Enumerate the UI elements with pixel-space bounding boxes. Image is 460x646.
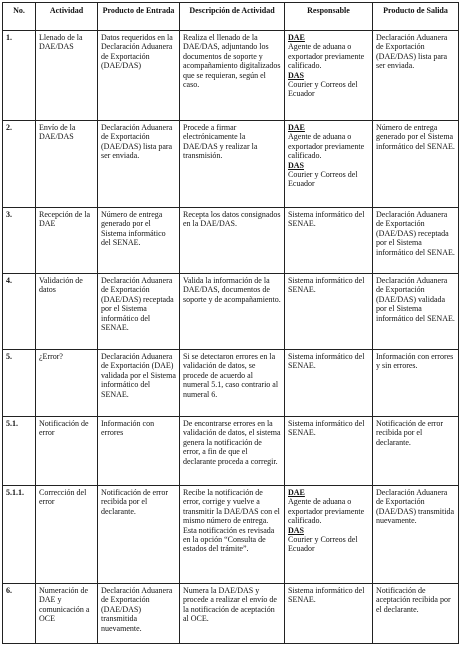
cell-descripcion: Si se detectaron errores en la validación de datos, se procede de acuerdo al numeral 5.1, caso contrario al numeral 6. (180, 350, 285, 417)
cell-actividad: ¿Error? (36, 350, 98, 417)
das-text: Courier y Correos del Ecuador (288, 80, 358, 99)
das-label: DAS (288, 525, 305, 535)
cell-responsable: Sistema informático del SENAE. (285, 417, 373, 486)
dae-label: DAE (288, 123, 305, 132)
cell-actividad: Numeración de DAE y comunicación a OCE (36, 584, 98, 644)
header-responsable: Responsable (285, 3, 373, 31)
header-producto-entrada: Producto de Entrada (98, 3, 180, 31)
cell-entrada: Declaración Aduanera de Exportación (DAE/DAS) lista para ser enviada. (98, 121, 180, 208)
dae-text: Agente de aduana o exportador previamente calificado. (288, 42, 365, 71)
table-row (3, 274, 459, 350)
table-row (3, 31, 459, 121)
header-descripcion: Descripción de Actividad (180, 3, 285, 31)
das-text: Courier y Correos del Ecuador (288, 170, 358, 189)
cell-actividad: Validación de datos (36, 274, 98, 350)
table-row (3, 208, 459, 274)
cell-actividad: Envío de la DAE/DAS (36, 121, 98, 208)
cell-no: 6. (3, 584, 36, 644)
header-row (3, 3, 459, 31)
cell-descripcion: Recibe la notificación de error, corrige y vuelve a transmitir la DAE/DAS con el mismo número de entrega. Esta notificación es revisada en la opción “Consulta de estados del trámite”. (180, 486, 285, 584)
cell-salida: Notificación de error recibida por el declarante. (373, 417, 459, 486)
cell-responsable: Sistema informático del SENAE. (285, 350, 373, 417)
cell-actividad: Llenado de la DAE/DAS (36, 31, 98, 121)
cell-descripcion: Valida la información de la DAE/DAS, documentos de soporte y de acompañamiento. (180, 274, 285, 350)
cell-salida: Declaración Aduanera de Exportación (DAE/DAS) transmitida nuevamente. (373, 486, 459, 584)
cell-responsable (285, 31, 373, 121)
das-text: Courier y Correos del Ecuador (288, 535, 358, 554)
cell-no: 5. (3, 350, 36, 417)
cell-salida: Número de entrega generado por el Sistema informático del SENAE. (373, 121, 459, 208)
cell-actividad: Corrección del error (36, 486, 98, 584)
cell-salida: Notificación de aceptación recibida por el declarante. (373, 584, 459, 644)
cell-salida: Información con errores y sin errores. (373, 350, 459, 417)
table-row (3, 584, 459, 644)
cell-responsable: Sistema informático del SENAE. (285, 584, 373, 644)
cell-salida: Declaración Aduanera de Exportación (DAE/DAS) lista para ser enviada. (373, 31, 459, 121)
cell-entrada: Declaración Aduanera de Exportación (DAE) validada por el Sistema informático del SENAE. (98, 350, 180, 417)
table-row (3, 350, 459, 417)
das-label: DAS (288, 70, 305, 80)
cell-no: 4. (3, 274, 36, 350)
cell-no: 3. (3, 208, 36, 274)
cell-no: 1. (3, 31, 36, 121)
cell-descripcion: Recepta los datos consignados en la DAE/DAS. (180, 208, 285, 274)
header-actividad: Actividad (36, 3, 98, 31)
cell-entrada: Datos requeridos en la Declaración Aduanera de Exportación (DAE/DAS) (98, 31, 180, 121)
header-no: No. (3, 3, 36, 31)
das-label: DAS (288, 160, 305, 170)
cell-descripcion: De encontrarse errores en la validación de datos, el sistema genera la notificación de error, a fin de que el declarante proceda a corregir. (180, 417, 285, 486)
dae-text: Agente de aduana o exportador previamente calificado. (288, 497, 365, 526)
cell-entrada: Notificación de error recibida por el declarante. (98, 486, 180, 584)
cell-descripcion: Procede a firmar electrónicamente la DAE/DAS y realizar la transmisión. (180, 121, 285, 208)
header-producto-salida: Producto de Salida (373, 3, 459, 31)
cell-entrada: Declaración Aduanera de Exportación (DAE/DAS) transmitida nuevamente. (98, 584, 180, 644)
process-table (2, 2, 459, 644)
cell-no: 5.1. (3, 417, 36, 486)
cell-salida: Declaración Aduanera de Exportación (DAE/DAS) receptada por el Sistema informático del SENAE. (373, 208, 459, 274)
table-row (3, 121, 459, 208)
cell-salida: Declaración Aduanera de Exportación (DAE/DAS) validada por el Sistema informático del SENAE. (373, 274, 459, 350)
table-row (3, 486, 459, 584)
cell-actividad: Notificación de error (36, 417, 98, 486)
dae-label: DAE (288, 488, 305, 497)
cell-descripcion: Realiza el llenado de la DAE/DAS, adjuntando los documentos de soporte y acompañamiento digitalizados que se requieran, según el caso. (180, 31, 285, 121)
cell-responsable (285, 486, 373, 584)
cell-responsable: Sistema informático del SENAE. (285, 274, 373, 350)
table-row (3, 417, 459, 486)
cell-actividad: Recepción de la DAE (36, 208, 98, 274)
cell-responsable (285, 121, 373, 208)
cell-no: 5.1.1. (3, 486, 36, 584)
cell-descripcion: Numera la DAE/DAS y procede a realizar el envío de la notificación de aceptación al OCE. (180, 584, 285, 644)
cell-entrada: Número de entrega generado por el Sistema informático del SENAE. (98, 208, 180, 274)
dae-label: DAE (288, 33, 305, 42)
cell-responsable: Sistema informático del SENAE. (285, 208, 373, 274)
cell-entrada: Información con errores (98, 417, 180, 486)
cell-no: 2. (3, 121, 36, 208)
cell-entrada: Declaración Aduanera de Exportación (DAE/DAS) receptada por el Sistema informático del SENAE. (98, 274, 180, 350)
dae-text: Agente de aduana o exportador previamente calificado. (288, 132, 365, 161)
